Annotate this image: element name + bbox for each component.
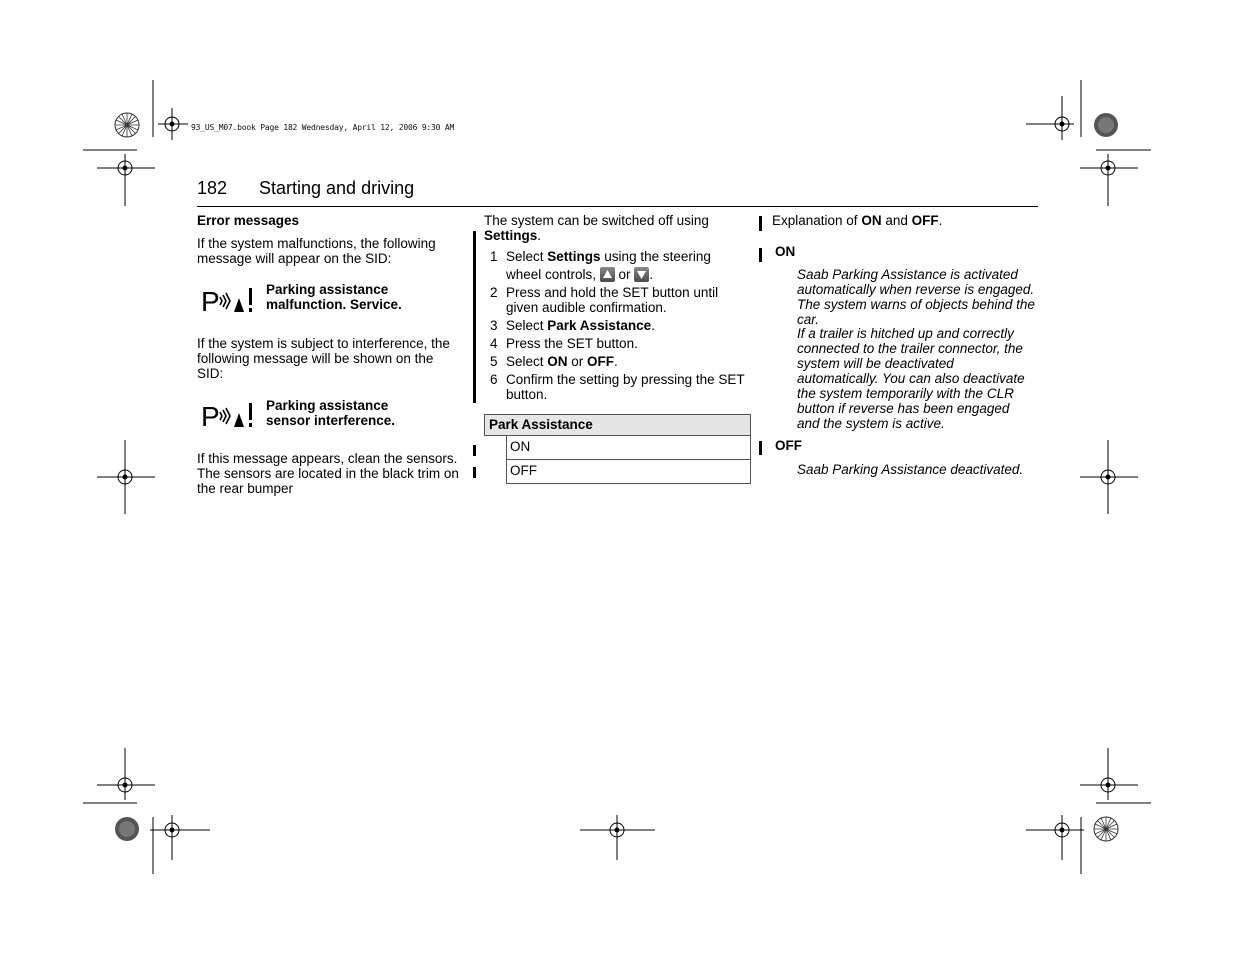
menu-option-off: OFF	[506, 460, 751, 484]
change-bar	[473, 231, 476, 403]
on-description: Saab Parking Assistance is activated automatically when reverse is engaged. The system warns of objects behind the car.	[797, 267, 1035, 327]
step-6	[490, 372, 752, 402]
step-number: 5	[490, 354, 498, 369]
sid-message-line: sensor interference.	[266, 413, 396, 428]
svg-text:P: P	[201, 286, 220, 316]
step-text: Press and hold the SET button until given audible confirmation.	[506, 285, 719, 315]
step-number: 4	[490, 336, 498, 351]
step-keyword: Park Assistance	[547, 318, 652, 333]
step-text: Select	[506, 354, 548, 369]
change-bar	[473, 467, 476, 478]
arrow-down-key-icon	[634, 267, 649, 282]
clean-sensors-line: The sensors are located in the black trim on	[197, 466, 459, 481]
step-text: Select	[506, 249, 548, 264]
explanation-keyword: OFF	[911, 213, 939, 228]
step-text: Confirm the setting by pressing the SET button.	[506, 372, 745, 402]
step-4	[490, 336, 752, 351]
error-messages-heading: Error messages	[197, 213, 300, 228]
off-heading: OFF	[775, 438, 802, 453]
clean-sensors-line: the rear bumper	[197, 481, 294, 496]
step-keyword: ON	[547, 354, 568, 369]
menu-option-on: ON	[506, 436, 751, 460]
explanation-keyword: ON	[861, 213, 882, 228]
step-1	[490, 249, 752, 282]
settings-intro-end: .	[537, 228, 542, 243]
step-text: wheel controls,	[506, 267, 600, 282]
explanation-text: .	[938, 213, 943, 228]
park-assistance-menu-table	[484, 414, 751, 484]
on-description-trailer: If a trailer is hitched up and correctly connected to the trailer connector, the system will be deactivated automatically. You can also deactivate the system temporarily with the CLR button if reverse has been engaged and the system is active.	[797, 326, 1025, 431]
parking-warning-icon	[201, 399, 257, 431]
step-keyword: Settings	[547, 249, 601, 264]
step-3	[490, 318, 752, 333]
arrow-up-key-icon	[600, 267, 615, 282]
step-text: or	[614, 267, 635, 282]
explanation-text: and	[881, 213, 912, 228]
header-rule	[197, 206, 1038, 207]
step-number: 2	[490, 285, 498, 300]
section-title: Starting and driving	[259, 178, 415, 198]
step-text: .	[651, 318, 655, 333]
sid-message-line: malfunction. Service.	[266, 297, 402, 312]
step-2	[490, 285, 752, 315]
print-slug: 93_US_M07.book Page 182 Wednesday, April 12, 2006 9:30 AM	[191, 123, 455, 132]
step-text: or	[567, 354, 588, 369]
clean-sensors-line: If this message appears, clean the sensors.	[197, 451, 458, 466]
step-number: 6	[490, 372, 498, 387]
explanation-text: Explanation of	[772, 213, 862, 228]
step-keyword: OFF	[587, 354, 615, 369]
clean-sensors-text	[197, 451, 459, 496]
settings-intro-text: The system can be switched off using	[484, 213, 709, 228]
sid-message-interference	[266, 398, 446, 428]
explanation-intro	[772, 213, 942, 228]
interference-intro: If the system is subject to interference, the following message will be shown on the SID:	[197, 336, 450, 381]
step-text: using the steering	[600, 249, 711, 264]
change-bar	[759, 216, 762, 231]
page-number: 182	[197, 178, 228, 198]
sid-message-line: Parking assistance	[266, 282, 389, 297]
settings-keyword: Settings	[484, 228, 538, 243]
change-bar	[759, 441, 762, 455]
change-bar	[473, 445, 476, 456]
step-text: Press the SET button.	[506, 336, 638, 351]
on-heading: ON	[775, 244, 796, 259]
parking-warning-icon	[201, 284, 257, 316]
sid-message-malfunction	[266, 282, 446, 312]
step-text: .	[614, 354, 618, 369]
step-5	[490, 354, 752, 369]
menu-table-header: Park Assistance	[484, 414, 751, 436]
step-text: .	[649, 267, 654, 282]
svg-text:P: P	[201, 401, 220, 431]
step-number: 3	[490, 318, 498, 333]
off-description: Saab Parking Assistance deactivated.	[797, 462, 1024, 477]
malfunction-intro: If the system malfunctions, the following message will appear on the SID:	[197, 236, 436, 266]
step-text: Select	[506, 318, 548, 333]
change-bar	[759, 248, 762, 262]
settings-intro	[484, 213, 749, 243]
step-number: 1	[490, 249, 498, 264]
sid-message-line: Parking assistance	[266, 398, 389, 413]
